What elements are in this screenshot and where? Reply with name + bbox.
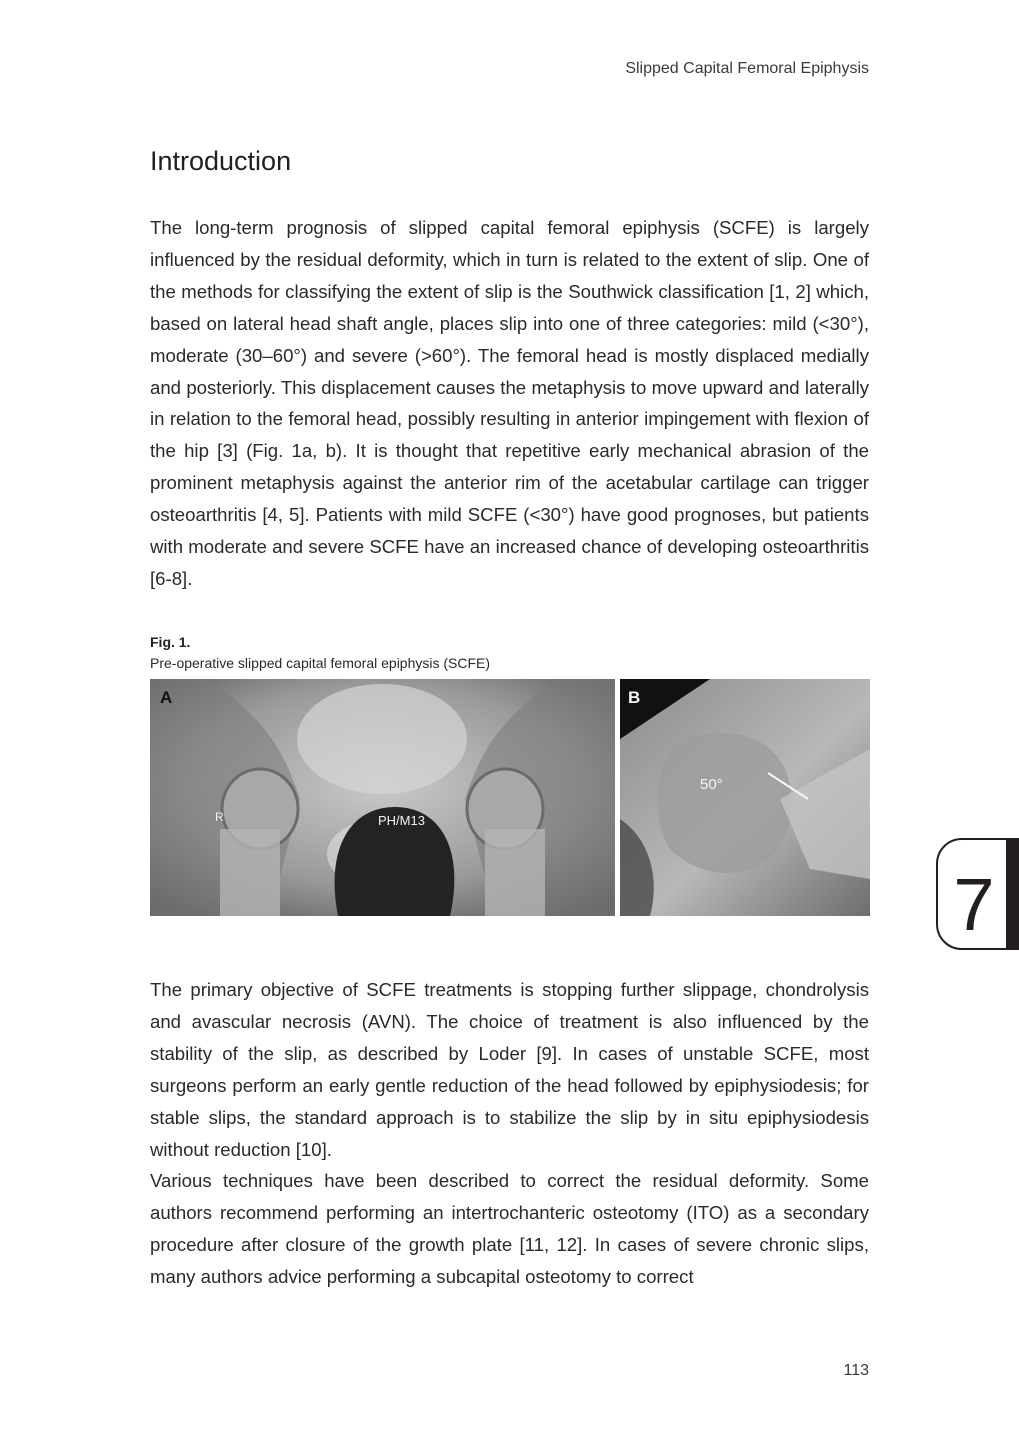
panel-b-label: B — [628, 688, 641, 707]
page-number: 113 — [843, 1362, 869, 1379]
chapter-number: 7 — [953, 863, 995, 946]
running-header: Slipped Capital Femoral Epiphysis — [625, 60, 869, 77]
angle-label: 50° — [700, 776, 723, 793]
figure-label: Fig. 1. — [150, 634, 191, 650]
section-title: Introduction — [150, 146, 292, 176]
xray-panel-a — [150, 679, 615, 916]
chapter-tab — [936, 838, 1019, 950]
intro-paragraph-1: The long-term prognosis of slipped capital femoral epiphysis (SCFE) is largely influenced by the residual deformity, which in turn is related to the extent of slip. One of the methods for classifying the extent of slip is the Southwick classification [1, 2] which, based on lateral head shaft angle, places slip into one of three categories: mild (<30°), moderate (30–60°) and severe (>60°). The femoral head is mostly displaced medially and posteriorly. This displacement causes the metaphysis to move upward and laterally in relation to the femoral head, possibly resulting in anterior impingement with flexion of the hip [3] (Fig. 1a, b). It is thought that repetitive early mechanical abrasion of the prominent metaphysis against the anterior rim of the acetabular cartilage can trigger osteoarthritis [4, 5]. Patients with mild SCFE (<30°) have good prognoses, but patients with moderate and severe SCFE have an increased chance of developing osteoarthritis [6-8]. — [150, 217, 869, 589]
xray-panel-b — [620, 679, 870, 916]
body-paragraph-3: Various techniques have been described to correct the residual deformity. Some authors recommend performing an intertrochanteric osteotomy (ITO) as a secondary procedure after closure of the growth plate [11, 12]. In cases of severe chronic slips, many authors advice performing a subcapital osteotomy to correct — [150, 1170, 869, 1287]
side-marker: R — [215, 810, 224, 824]
panel-a-label: A — [160, 688, 173, 707]
figure-caption: Pre-operative slipped capital femoral epiphysis (SCFE) — [150, 655, 491, 671]
figure-xray-images — [150, 679, 870, 916]
body-paragraph-2: The primary objective of SCFE treatments is stopping further slippage, chondrolysis and avascular necrosis (AVN). The choice of treatment is also influenced by the stability of the slip, as described by Loder [9]. In cases of unstable SCFE, most surgeons perform an early gentle reduction of the head followed by epiphysiodesis; for stable slips, the standard approach is to stabilize the slip by in situ epiphysiodesis without reduction [10]. — [150, 979, 869, 1160]
plate-label: PH/M13 — [378, 813, 425, 828]
